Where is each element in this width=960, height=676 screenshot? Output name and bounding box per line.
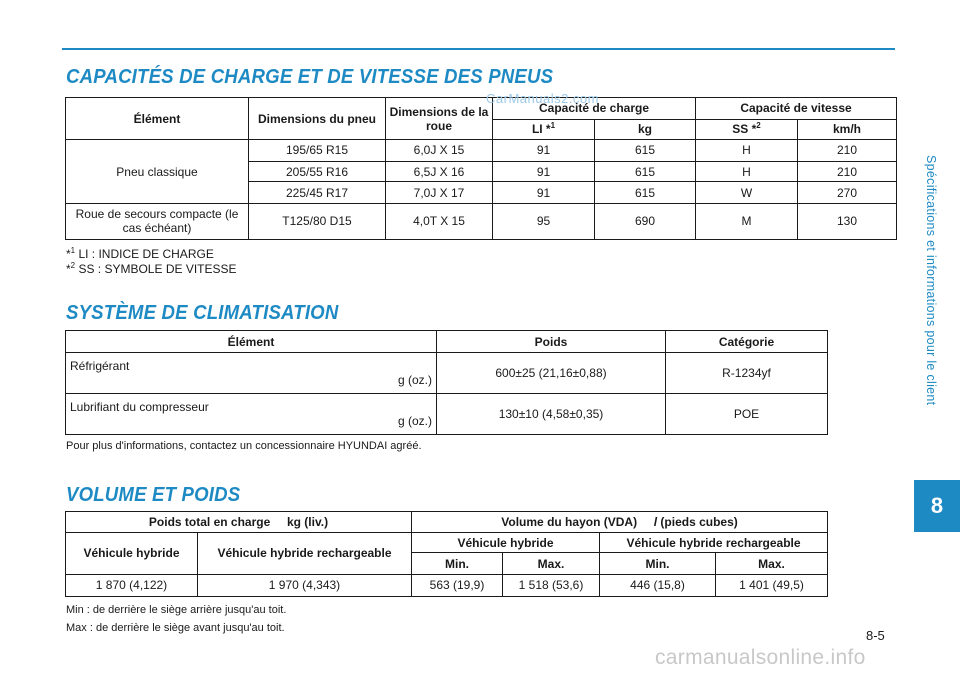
table-row (66, 353, 828, 394)
load-index: 91 (493, 140, 595, 162)
table-row (66, 140, 897, 162)
tire-footnotes (66, 247, 237, 277)
wheel-size: 7,0J X 17 (386, 182, 493, 204)
speed-kmh: 130 (798, 203, 897, 239)
hybrid-volume-max: 1 518 (53,6) (503, 574, 600, 596)
speed-symbol: W (696, 182, 798, 204)
ac-note: Pour plus d'informations, contactez un concessionnaire HYUNDAI agréé. (66, 440, 422, 452)
header-min: Min. (600, 553, 716, 574)
ac-item: Lubrifiant du compresseur g (oz.) (66, 394, 437, 435)
footer-watermark: carmanualsonline.info (655, 646, 866, 669)
group-spare: Roue de secours compacte (le cas échéant) (66, 203, 249, 239)
header-tire-size: Dimensions du pneu (249, 98, 386, 140)
ac-header-weight: Poids (437, 331, 666, 353)
ac-header-element: Élément (66, 331, 437, 353)
table-row (66, 394, 828, 435)
plugin-volume-min: 446 (15,8) (600, 574, 716, 596)
load-index: 91 (493, 161, 595, 182)
ac-section-title: SYSTÈME DE CLIMATISATION (66, 302, 339, 324)
header-plugin-volume: Véhicule hybride rechargeable (600, 533, 828, 553)
header-min: Min. (412, 553, 503, 574)
wheel-size: 6,5J X 16 (386, 161, 493, 182)
tire-size: 205/55 R16 (249, 161, 386, 182)
header-kmh: km/h (798, 119, 897, 140)
load-kg: 615 (595, 161, 696, 182)
ac-item: Réfrigérant g (oz.) (66, 353, 437, 394)
ac-weight: 600±25 (21,16±0,88) (437, 353, 666, 394)
table-row (66, 574, 828, 596)
speed-symbol: H (696, 140, 798, 162)
header-hybrid: Véhicule hybride (66, 533, 198, 574)
tire-size: 225/45 R17 (249, 182, 386, 204)
site-watermark: CarManuals2.com (486, 91, 599, 106)
header-kg: kg (595, 119, 696, 140)
table-row (66, 203, 897, 239)
load-index: 91 (493, 182, 595, 204)
load-kg: 690 (595, 203, 696, 239)
page-number: 8-5 (866, 628, 885, 643)
ac-table (65, 330, 828, 435)
volume-section-title: VOLUME ET POIDS (66, 484, 241, 506)
header-hybrid-volume: Véhicule hybride (412, 533, 600, 553)
header-speed-capacity: Capacité de vitesse (696, 98, 897, 120)
top-rule (62, 48, 895, 50)
tire-capacity-table (65, 97, 897, 240)
footnote-li: *$^1$ LI : INDICE DE CHARGE (66, 246, 214, 261)
header-load-capacity: Capacité de charge (493, 98, 696, 120)
chapter-side-label: Spécifications et informations pour le client (924, 154, 938, 406)
plugin-weight: 1 970 (4,343) (198, 574, 412, 596)
header-luggage-volume: Volume du hayon (VDA) l (pieds cubes) (412, 512, 828, 533)
tire-section-title: CAPACITÉS DE CHARGE ET DE VITESSE DES PNEUS (66, 66, 554, 88)
volume-note-max: Max : de derrière le siège avant jusqu'au toit. (66, 622, 285, 634)
footnote-ss: *$^2$ SS : SYMBOLE DE VITESSE (66, 261, 237, 276)
ac-category: POE (666, 394, 828, 435)
group-classic: Pneu classique (66, 140, 249, 204)
header-gross-weight: Poids total en charge kg (liv.) (66, 512, 412, 533)
load-kg: 615 (595, 182, 696, 204)
header-ss: SS *$^2$ (696, 119, 798, 140)
ac-weight: 130±10 (4,58±0,35) (437, 394, 666, 435)
wheel-size: 4,0T X 15 (386, 203, 493, 239)
load-kg: 615 (595, 140, 696, 162)
wheel-size: 6,0J X 15 (386, 140, 493, 162)
volume-weight-table (65, 511, 828, 597)
header-element: Élément (66, 98, 249, 140)
header-plugin-hybrid: Véhicule hybride rechargeable (198, 533, 412, 574)
speed-kmh: 210 (798, 161, 897, 182)
ac-header-category: Catégorie (666, 331, 828, 353)
speed-kmh: 210 (798, 140, 897, 162)
speed-symbol: H (696, 161, 798, 182)
volume-note-min: Min : de derrière le siège arrière jusqu'au toit. (66, 604, 287, 616)
chapter-tab: 8 (914, 480, 960, 532)
tire-size: 195/65 R15 (249, 140, 386, 162)
speed-symbol: M (696, 203, 798, 239)
plugin-volume-max: 1 401 (49,5) (716, 574, 828, 596)
hybrid-weight: 1 870 (4,122) (66, 574, 198, 596)
header-max: Max. (503, 553, 600, 574)
hybrid-volume-min: 563 (19,9) (412, 574, 503, 596)
speed-kmh: 270 (798, 182, 897, 204)
header-max: Max. (716, 553, 828, 574)
header-li: LI *$^1$ (493, 119, 595, 140)
load-index: 95 (493, 203, 595, 239)
tire-size: T125/80 D15 (249, 203, 386, 239)
header-wheel-size: Dimensions de la roue (386, 98, 493, 140)
ac-category: R-1234yf (666, 353, 828, 394)
